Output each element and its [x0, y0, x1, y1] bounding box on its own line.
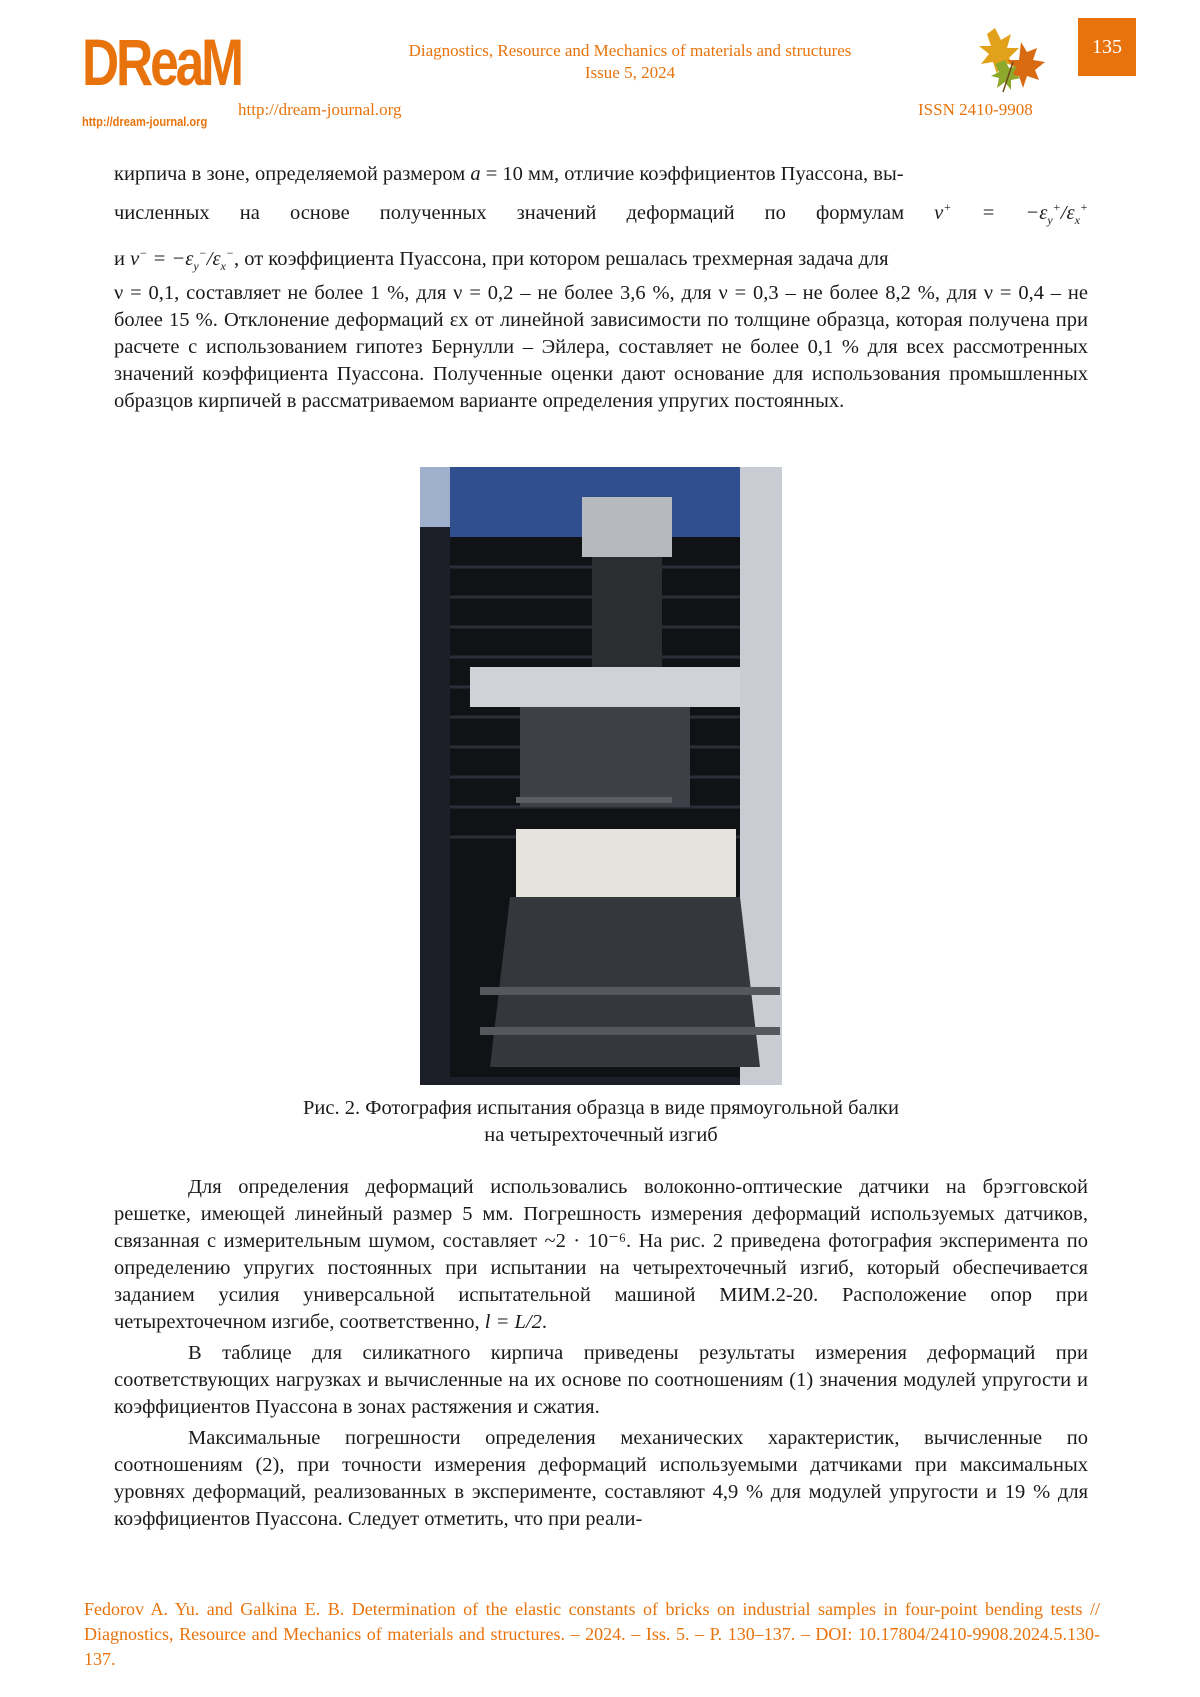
para1-line3-a: и: [114, 248, 130, 270]
journal-title: [340, 40, 920, 84]
figure-caption-line2: на четырехточечный изгиб: [114, 1122, 1088, 1149]
logo-word: DReaM: [82, 16, 172, 108]
para1-line3-b: , от коэффициента Пуассона, при котором решалась трехмерная задача для: [234, 248, 889, 270]
para1-line3: [114, 240, 1088, 280]
journal-url-link[interactable]: http://dream-journal.org: [238, 100, 402, 120]
paragraph-3: В таблице для силикатного кирпича приведены результаты измерения деформаций при соответствующих нагрузках и вычисленные на их основе по соотношениям (1) значения модулей упругости и коэффициентов Пуассона в зонах растяжения и сжатия.: [114, 1340, 1088, 1421]
para1-line1-a: кирпича в зоне, определяемой размером: [114, 163, 470, 185]
dream-logo[interactable]: [82, 16, 198, 132]
formula-nu-plus: ν+ = −εy+/εx+: [934, 202, 1088, 224]
formula-nu-minus: ν− = −εy−/εx−: [130, 248, 234, 270]
paragraph-1: [114, 161, 1088, 415]
para1-line2-a: численных на основе полученных значений деформаций по формулам: [114, 202, 934, 224]
para1-line1: [114, 161, 1088, 188]
para1-line2: [114, 194, 1088, 234]
paragraph-4: Максимальные погрешности определения механических характеристик, вычисленные по соотношениям (2), при точности измерения деформаций используемыми датчиками при максимальных уровнях деформаций, реализованных в эксперименте, составляют 4,9 % для модулей упругости и 19 % для коэффициентов Пуассона. Следует отметить, что при реали-: [114, 1425, 1088, 1533]
logo-url: http://dream-journal.org: [82, 114, 201, 129]
figure-caption: [114, 1095, 1088, 1149]
citation-footer: Fedorov A. Yu. and Galkina E. B. Determination of the elastic constants of bricks on industrial samples in four-point bending tests // Diagnostics, Resource and Mechanics of materials and structures. – 2024. – Iss. 5. – P. 130–137. – DOI: 10.17804/2410-9908.2024.5.130-137.: [84, 1597, 1100, 1672]
para2-end: .: [542, 1311, 547, 1333]
para2-text: Для определения деформаций использовались волоконно-оптические датчики на брэгговской решетке, имеющей линейный размер 5 мм. Погрешность измерения деформаций используемых датчиков, связанная с измерительным шумом, составляет ~2 · 10⁻⁶. На рис. 2 приведена фотография эксперимента по определению упругих постоянных при испытании на четырехточечный изгиб, который обеспечивается заданием усилия универсальной испытательной машиной МИМ.2-20. Расположение опор при четырехточечном изгибе, соответственно,: [114, 1176, 1088, 1333]
para1-rest: ν = 0,1, составляет не более 1 %, для ν = 0,2 – не более 3,6 %, для ν = 0,3 – не более 8,2 %, для ν = 0,4 – не более 15 %. Отклонение деформаций εx от линейной зависимости по толщине образца, которая получена при расчете с использованием гипотез Бернулли – Эйлера, составляет не более 0,1 % для всех рассмотренных значений коэффициента Пуассона. Полученные оценки дают основание для использования промышленных образцов кирпичей в рассматриваемом варианте определения упругих постоянных.: [114, 280, 1088, 415]
page-number-box: 135: [1078, 18, 1136, 76]
page-header: [0, 0, 1200, 140]
paragraphs-2-4: [114, 1174, 1088, 1533]
formula-l: l = L/2: [485, 1311, 542, 1333]
figure-caption-line1: Рис. 2. Фотография испытания образца в виде прямоугольной балки: [114, 1095, 1088, 1122]
maple-leaves-icon: [975, 18, 1051, 94]
var-a: a: [470, 163, 480, 185]
issn-label: ISSN 2410-9908: [918, 100, 1033, 120]
journal-name: Diagnostics, Resource and Mechanics of materials and structures: [340, 40, 920, 62]
paragraph-2: [114, 1174, 1088, 1336]
figure-photo-test-machine: [420, 467, 782, 1085]
para1-line1-b: = 10 мм, отличие коэффициентов Пуассона, вы-: [481, 163, 904, 185]
journal-issue: Issue 5, 2024: [340, 62, 920, 84]
